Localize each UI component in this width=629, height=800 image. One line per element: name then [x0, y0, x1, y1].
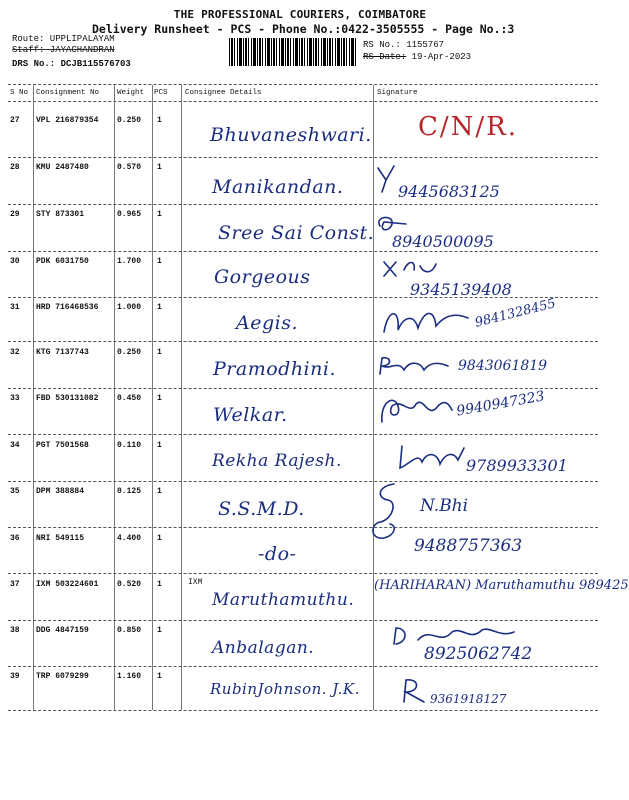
staff-label: Staff: JAYACHANDRAN	[12, 45, 115, 55]
row-34-consignment: PGT 7501568	[36, 441, 89, 450]
row-39-weight: 1.160	[117, 672, 142, 681]
row-31-consignee: Aegis.	[236, 312, 298, 334]
column-divider	[114, 85, 115, 710]
row-32-signature: 9843061819	[458, 358, 548, 374]
row-38-pcs: 1	[157, 626, 162, 635]
row-33-weight: 0.450	[117, 394, 142, 403]
row-37-weight: 0.520	[117, 580, 142, 589]
row-31-consignment: HRD 716468536	[36, 303, 99, 312]
row-34-weight: 0.110	[117, 441, 142, 450]
row-30-sno: 30	[10, 257, 20, 266]
row-39-pcs: 1	[157, 672, 162, 681]
row-30-weight: 1.700	[117, 257, 142, 266]
row-27-sno: 27	[10, 116, 20, 125]
row-divider	[8, 341, 598, 342]
row-divider	[8, 620, 598, 621]
row-32-consignment: KTG 7137743	[36, 348, 89, 357]
row-34-consignee: Rekha Rajesh.	[212, 451, 342, 471]
row-35-pcs: 1	[157, 487, 162, 496]
column-divider	[152, 85, 153, 710]
column-header-consignee: Consignee Details	[185, 89, 262, 97]
row-divider	[8, 573, 598, 574]
row-35-consignment: DPM 388884	[36, 487, 85, 496]
column-header-sno: S No	[10, 89, 29, 97]
row-30-pcs: 1	[157, 257, 162, 266]
row-28-sno: 28	[10, 163, 20, 172]
row-31-pcs: 1	[157, 303, 162, 312]
row-39-sno: 39	[10, 672, 20, 681]
table-top-rule	[8, 84, 598, 85]
runsheet-title: THE PROFESSIONAL COURIERS, COIMBATORE	[173, 8, 427, 21]
rs-number: RS No.: 1155767	[363, 40, 445, 50]
row-39-consignment: TRP 6079299	[36, 672, 89, 681]
row-28-consignment: KMU 2487480	[36, 163, 89, 172]
column-header-signature: Signature	[377, 89, 418, 97]
row-32-pcs: 1	[157, 348, 162, 357]
column-header-pcs: PCS	[154, 89, 168, 97]
row-33-sno: 33	[10, 394, 20, 403]
row-37-pcs: 1	[157, 580, 162, 589]
row-27-signature: C/N/R.	[418, 112, 519, 142]
row-35-consignee: S.S.M.D.	[218, 498, 305, 520]
route-label: Route: UPPLIPALAYAM	[12, 34, 115, 44]
row-31-signature: 9841328455	[473, 296, 558, 331]
row-divider	[8, 388, 598, 389]
row-divider	[8, 251, 598, 252]
row-35-sno: 35	[10, 487, 20, 496]
row-38-signature: 8925062742	[424, 644, 533, 664]
row-38-weight: 0.850	[117, 626, 142, 635]
row-28-pcs: 1	[157, 163, 162, 172]
row-37-sno: 37	[10, 580, 20, 589]
table-bottom-rule	[8, 710, 598, 711]
row-36-consignment: NRI 549115	[36, 534, 85, 543]
row-34-signature-scribble	[396, 442, 468, 474]
row-39-consignee: RubinJohnson. J.K.	[210, 680, 360, 698]
row-36-signature: 9488757363	[414, 536, 523, 556]
row-27-weight: 0.250	[117, 116, 142, 125]
row-29-sno: 29	[10, 210, 20, 219]
row-29-consignment: STY 873301	[36, 210, 85, 219]
row-33-consignment: FBD 530131082	[36, 394, 99, 403]
row-33-signature: 9940947323	[455, 388, 546, 420]
column-header-consignment: Consignment No	[36, 89, 100, 97]
row-divider	[8, 297, 598, 298]
row-35-weight: 0.125	[117, 487, 142, 496]
row-37-signature: (HARIHARAN) Maruthamuthu 989425	[374, 578, 629, 593]
row-38-consignee: Anbalagan.	[212, 638, 315, 658]
row-37-consignment: IXM 503224601	[36, 580, 99, 589]
row-27-consignee: Bhuvaneshwari.	[210, 124, 372, 146]
row-divider	[8, 204, 598, 205]
row-divider	[8, 666, 598, 667]
row-36-sno: 36	[10, 534, 20, 543]
row-36-pcs: 1	[157, 534, 162, 543]
row-28-weight: 0.570	[117, 163, 142, 172]
row-32-signature-scribble	[376, 352, 452, 380]
row-38-consignment: DDG 4847159	[36, 626, 89, 635]
row-27-pcs: 1	[157, 116, 162, 125]
table-header-rule	[8, 101, 598, 102]
row-30-signature: 9345139408	[410, 280, 512, 299]
row-36-weight: 4.400	[117, 534, 142, 543]
row-38-sno: 38	[10, 626, 20, 635]
rs-date	[363, 52, 471, 62]
row-28-signature: 9445683125	[398, 182, 500, 201]
drs-number: DRS No.: DCJB115576703	[12, 59, 131, 69]
row-32-weight: 0.250	[117, 348, 142, 357]
row-31-signature-scribble	[380, 302, 472, 342]
row-39-signature-scribble	[398, 676, 428, 706]
row-34-sno: 34	[10, 441, 20, 450]
row-33-pcs: 1	[157, 394, 162, 403]
rs-date-value: 19-Apr-2023	[411, 52, 472, 62]
row-divider	[8, 527, 598, 528]
row-35-signature: N.Bhi	[420, 496, 469, 516]
row-37-consignee: Maruthamuthu.	[212, 590, 355, 610]
column-header-weight: Weight	[117, 89, 145, 97]
row-27-consignment: VPL 216879354	[36, 116, 99, 125]
row-29-signature: 8940500095	[392, 232, 494, 251]
row-30-consignee: Gorgeous	[214, 266, 311, 288]
runsheet-subtitle: Delivery Runsheet - PCS - Phone No.:0422-3505555 - Page No.:3	[92, 22, 515, 36]
row-divider	[8, 434, 598, 435]
row-39-signature: 9361918127	[430, 692, 507, 706]
rs-date-label: RS Date:	[363, 52, 407, 62]
row-34-signature: 9789933301	[466, 456, 568, 475]
row-29-pcs: 1	[157, 210, 162, 219]
row-36-consignee: -do-	[258, 543, 297, 565]
column-divider	[181, 85, 182, 710]
row-29-weight: 0.965	[117, 210, 142, 219]
row-35-signature-scribble	[364, 480, 410, 560]
barcode-image	[229, 38, 357, 66]
row-divider	[8, 481, 598, 482]
row-31-weight: 1.000	[117, 303, 142, 312]
row-30-consignment: PDK 6031750	[36, 257, 89, 266]
row-37-note: IXM	[188, 578, 203, 587]
row-28-consignee: Manikandan.	[212, 176, 344, 198]
column-divider	[33, 85, 34, 710]
row-33-consignee: Welkar.	[213, 404, 288, 426]
row-divider	[8, 157, 598, 158]
row-33-signature-scribble	[376, 392, 456, 428]
row-32-sno: 32	[10, 348, 20, 357]
row-31-sno: 31	[10, 303, 20, 312]
row-32-consignee: Pramodhini.	[213, 358, 336, 380]
row-34-pcs: 1	[157, 441, 162, 450]
row-29-consignee: Sree Sai Const.	[218, 222, 375, 244]
row-30-signature-scribble	[380, 256, 440, 282]
